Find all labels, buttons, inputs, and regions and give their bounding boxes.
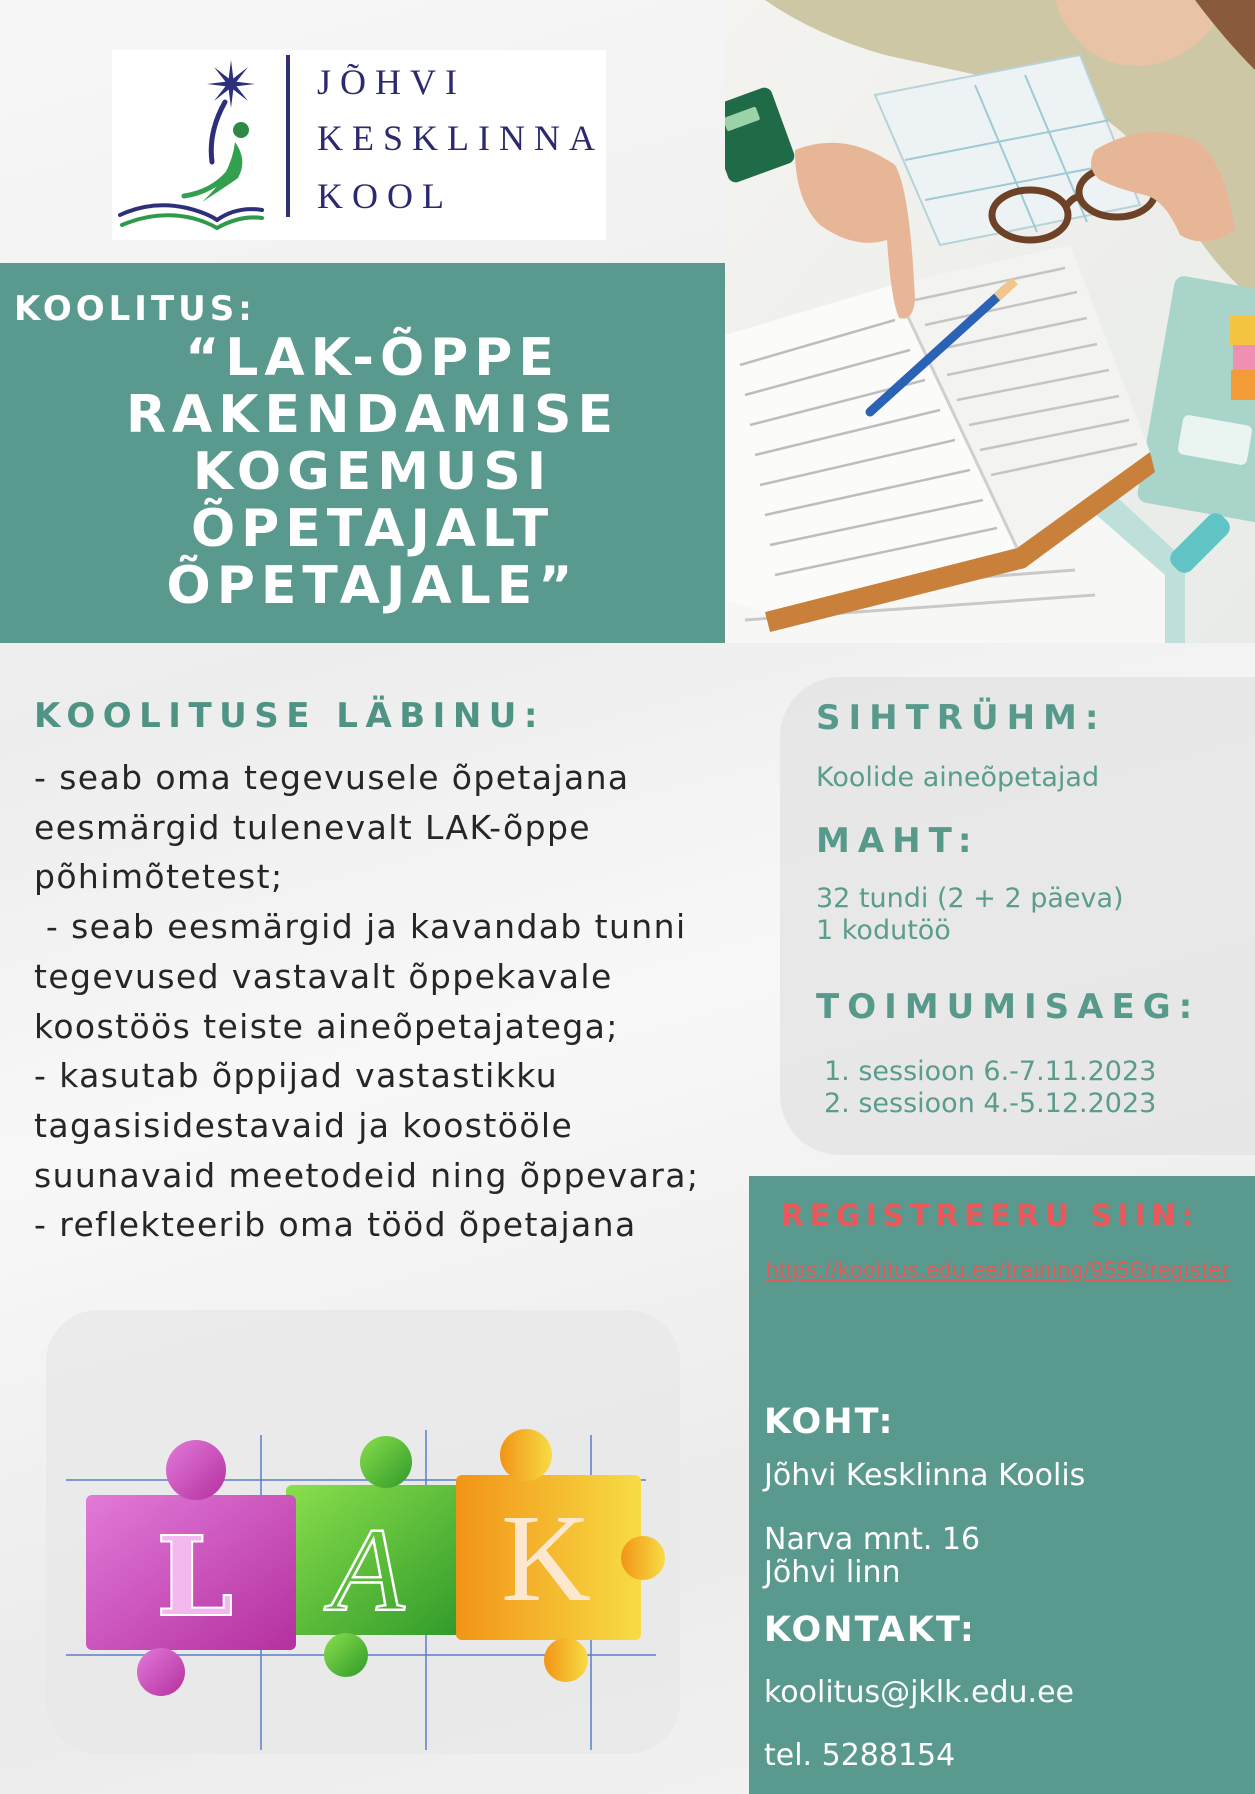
logo-text-line-2: KESKLINNA bbox=[317, 118, 604, 158]
course-title bbox=[0, 330, 725, 615]
outcome-line: - kasutab õppijad vastastikku bbox=[34, 1056, 559, 1096]
contact-heading: KONTAKT: bbox=[764, 1610, 976, 1650]
outcome-line: - seab eesmärgid ja kavandab tunni bbox=[34, 907, 687, 947]
puzzle-letter-k: K bbox=[501, 1490, 592, 1628]
course-title-line: “LAK-ÕPPE bbox=[185, 328, 560, 388]
volume-line: 32 tundi (2 + 2 päeva) bbox=[816, 883, 1124, 914]
course-title-line: RAKENDAMISE bbox=[125, 385, 620, 445]
outcome-line: põhimõtetest; bbox=[34, 857, 284, 897]
schedule-line: 2. sessioon 4.-5.12.2023 bbox=[824, 1088, 1157, 1119]
puzzle-card bbox=[46, 1310, 680, 1754]
registration-link[interactable]: https://koolitus.edu.ee/training/9556/register bbox=[766, 1257, 1230, 1282]
outcome-line: suunavaid meetodeid ning õppevara; bbox=[34, 1155, 700, 1195]
registration-heading: REGISTREERU SIIN: bbox=[781, 1199, 1199, 1234]
banner-kicker: KOOLITUS: bbox=[14, 289, 256, 329]
outcome-line: - seab oma tegevusele õpetajana bbox=[34, 758, 630, 797]
outcome-line: koostöös teiste aineõpetajatega; bbox=[34, 1006, 619, 1046]
emblem-book bbox=[120, 205, 262, 228]
outcome-line: tegevused vastavalt õppekavale bbox=[34, 956, 613, 996]
star-icon bbox=[207, 60, 255, 108]
schedule-heading: TOIMUMISAEG: bbox=[816, 987, 1201, 1027]
lak-puzzle-graphic bbox=[46, 1310, 680, 1754]
location-line: Narva mnt. 16 bbox=[764, 1522, 981, 1557]
location-line: Jõhvi linn bbox=[764, 1555, 901, 1590]
target-group-value: Koolide aineõpetajad bbox=[816, 762, 1100, 793]
course-title-line: ÕPETAJALE” bbox=[166, 556, 579, 616]
location-heading: KOHT: bbox=[764, 1402, 895, 1442]
volume-heading: MAHT: bbox=[816, 821, 980, 861]
course-title-line: ÕPETAJALT bbox=[190, 499, 555, 559]
logo-text-line-3: KOOL bbox=[317, 176, 453, 216]
study-photo bbox=[725, 0, 1255, 643]
outcomes-heading: KOOLITUSE LÄBINU: bbox=[34, 696, 545, 736]
location-line: Jõhvi Kesklinna Koolis bbox=[764, 1458, 1086, 1493]
schedule-line: 1. sessioon 6.-7.11.2023 bbox=[824, 1056, 1157, 1087]
contact-email: koolitus@jklk.edu.ee bbox=[764, 1675, 1075, 1710]
target-group-heading: SIHTRÜHM: bbox=[816, 698, 1107, 738]
emblem-figure-head bbox=[233, 122, 249, 138]
volume-line: 1 kodutöö bbox=[816, 915, 951, 946]
puzzle-letter-l: L bbox=[156, 1512, 234, 1641]
logo-text-line-1: JÕHVI bbox=[317, 62, 466, 102]
school-emblem bbox=[112, 50, 292, 240]
course-title-line: KOGEMUSI bbox=[192, 442, 553, 502]
outcomes-list bbox=[34, 753, 699, 1250]
emblem-trail bbox=[211, 102, 225, 162]
logo-divider bbox=[286, 55, 290, 217]
contact-phone: tel. 5288154 bbox=[764, 1738, 956, 1773]
sticky-notes bbox=[1230, 315, 1255, 400]
school-logo bbox=[112, 50, 606, 240]
outcome-line: - reflekteerib oma tööd õpetajana bbox=[34, 1205, 637, 1245]
emblem-figure-body bbox=[202, 142, 242, 202]
outcome-line: eesmärgid tulenevalt LAK-õppe bbox=[34, 807, 591, 847]
puzzle-letter-a: A bbox=[331, 1503, 405, 1636]
outcome-line: tagasisidestavaid ja koostööle bbox=[34, 1105, 574, 1145]
